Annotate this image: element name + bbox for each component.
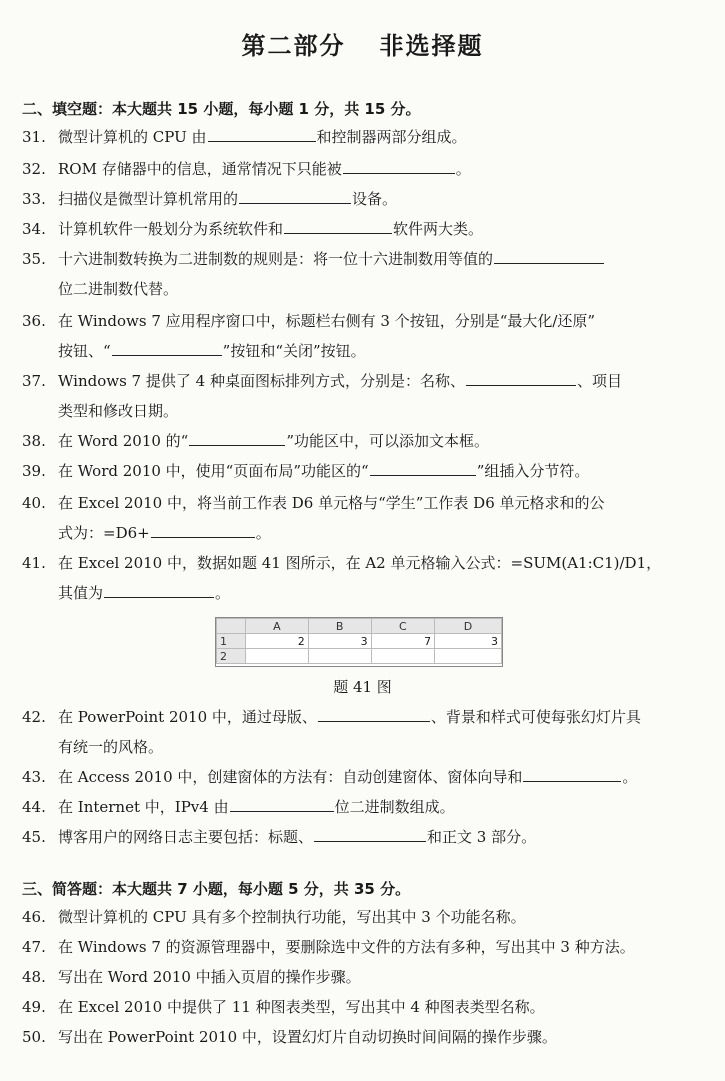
cell-a2 bbox=[246, 649, 309, 664]
question-47: 47. 在 Windows 7 的资源管理器中，要删除选中文件的方法有多种，写出其中 3 种方法。 bbox=[22, 938, 635, 956]
cell-b1: 3 bbox=[308, 634, 371, 649]
cell-c2 bbox=[371, 649, 434, 664]
column-header: D bbox=[435, 619, 502, 634]
corner-cell bbox=[217, 619, 246, 634]
cell-b2 bbox=[308, 649, 371, 664]
figure-41-caption: 题 41 图 bbox=[333, 678, 392, 696]
answer-blank[interactable] bbox=[189, 429, 285, 446]
row-header: 2 bbox=[217, 649, 246, 664]
question-45: 45. 博客用户的网络日志主要包括：标题、 和正文 3 部分。 bbox=[22, 822, 702, 852]
spreadsheet-table bbox=[216, 618, 502, 664]
section-heading-fill-blank: 二、填空题：本大题共 15 小题，每小题 1 分，共 15 分。 bbox=[22, 100, 421, 118]
question-46: 46. 微型计算机的 CPU 具有多个控制执行功能，写出其中 3 个功能名称。 bbox=[22, 908, 526, 926]
answer-blank[interactable] bbox=[523, 765, 621, 782]
answer-blank[interactable] bbox=[466, 369, 576, 386]
question-39: 39. 在 Word 2010 中，使用“页面布局”功能区的“ ”组插入分节符。 bbox=[22, 456, 702, 486]
row-header: 1 bbox=[217, 634, 246, 649]
answer-blank[interactable] bbox=[208, 125, 316, 142]
question-38: 38. 在 Word 2010 的“ ”功能区中，可以添加文本框。 bbox=[22, 426, 702, 456]
question-40: 40. 在 Excel 2010 中，将当前工作表 D6 单元格与“学生”工作表 D6 单元格求和的公 式为：=D6+ 。 bbox=[22, 494, 605, 542]
cell-d2 bbox=[435, 649, 502, 664]
page-title bbox=[0, 26, 725, 61]
answer-blank[interactable] bbox=[314, 825, 426, 842]
title-name: 非选择题 bbox=[379, 32, 484, 60]
figure-41-spreadsheet bbox=[215, 617, 503, 667]
column-header: A bbox=[246, 619, 309, 634]
question-35: 35. 十六进制数转换为二进制数的规则是：将一位十六进制数用等值的 位二进制数代替。 bbox=[22, 244, 702, 304]
question-34: 34. 计算机软件一般划分为系统软件和 软件两大类。 bbox=[22, 214, 702, 244]
question-36: 36. 在 Windows 7 应用程序窗口中，标题栏右侧有 3 个按钮，分别是“最大化/还原” 按钮、“ ”按钮和“关闭”按钮。 bbox=[22, 312, 596, 360]
answer-blank[interactable] bbox=[112, 339, 222, 356]
column-header: C bbox=[371, 619, 434, 634]
answer-blank[interactable] bbox=[370, 459, 476, 476]
answer-blank[interactable] bbox=[104, 581, 214, 598]
table-row bbox=[217, 634, 502, 649]
title-part: 第二部分 bbox=[241, 32, 346, 60]
question-33: 33. 扫描仪是微型计算机常用的 设备。 bbox=[22, 184, 702, 214]
question-43: 43. 在 Access 2010 中，创建窗体的方法有：自动创建窗体、窗体向导和 。 bbox=[22, 762, 702, 792]
answer-blank[interactable] bbox=[284, 217, 392, 234]
table-row bbox=[217, 649, 502, 664]
answer-blank[interactable] bbox=[230, 795, 334, 812]
answer-blank[interactable] bbox=[151, 521, 255, 538]
cell-d1: 3 bbox=[435, 634, 502, 649]
answer-blank[interactable] bbox=[239, 187, 351, 204]
question-44: 44. 在 Internet 中，IPv4 由 位二进制数组成。 bbox=[22, 792, 702, 822]
answer-blank[interactable] bbox=[494, 247, 604, 264]
question-42: 42. 在 PowerPoint 2010 中，通过母版、 、背景和样式可使每张幻灯片具 有统一的风格。 bbox=[22, 702, 702, 762]
cell-c1: 7 bbox=[371, 634, 434, 649]
answer-blank[interactable] bbox=[318, 705, 430, 722]
question-50: 50. 写出在 PowerPoint 2010 中，设置幻灯片自动切换时间间隔的操作步骤。 bbox=[22, 1028, 557, 1046]
answer-blank[interactable] bbox=[343, 157, 455, 174]
question-48: 48. 写出在 Word 2010 中插入页眉的操作步骤。 bbox=[22, 968, 361, 986]
question-49: 49. 在 Excel 2010 中提供了 11 种图表类型，写出其中 4 种图表类型名称。 bbox=[22, 998, 545, 1016]
column-header: B bbox=[308, 619, 371, 634]
section-heading-short-answer: 三、简答题：本大题共 7 小题，每小题 5 分，共 35 分。 bbox=[22, 880, 411, 898]
question-32: 32. ROM 存储器中的信息，通常情况下只能被 。 bbox=[22, 154, 702, 184]
column-header-row bbox=[217, 619, 502, 634]
question-37: 37. Windows 7 提供了 4 种桌面图标排列方式，分别是：名称、 、项目 类型和修改日期。 bbox=[22, 366, 702, 426]
cell-a1: 2 bbox=[246, 634, 309, 649]
question-41: 41. 在 Excel 2010 中，数据如题 41 图所示，在 A2 单元格输入公式：=SUM(A1:C1)/D1， 其值为 。 bbox=[22, 554, 662, 602]
question-31: 31. 微型计算机的 CPU 由 和控制器两部分组成。 bbox=[22, 122, 702, 152]
